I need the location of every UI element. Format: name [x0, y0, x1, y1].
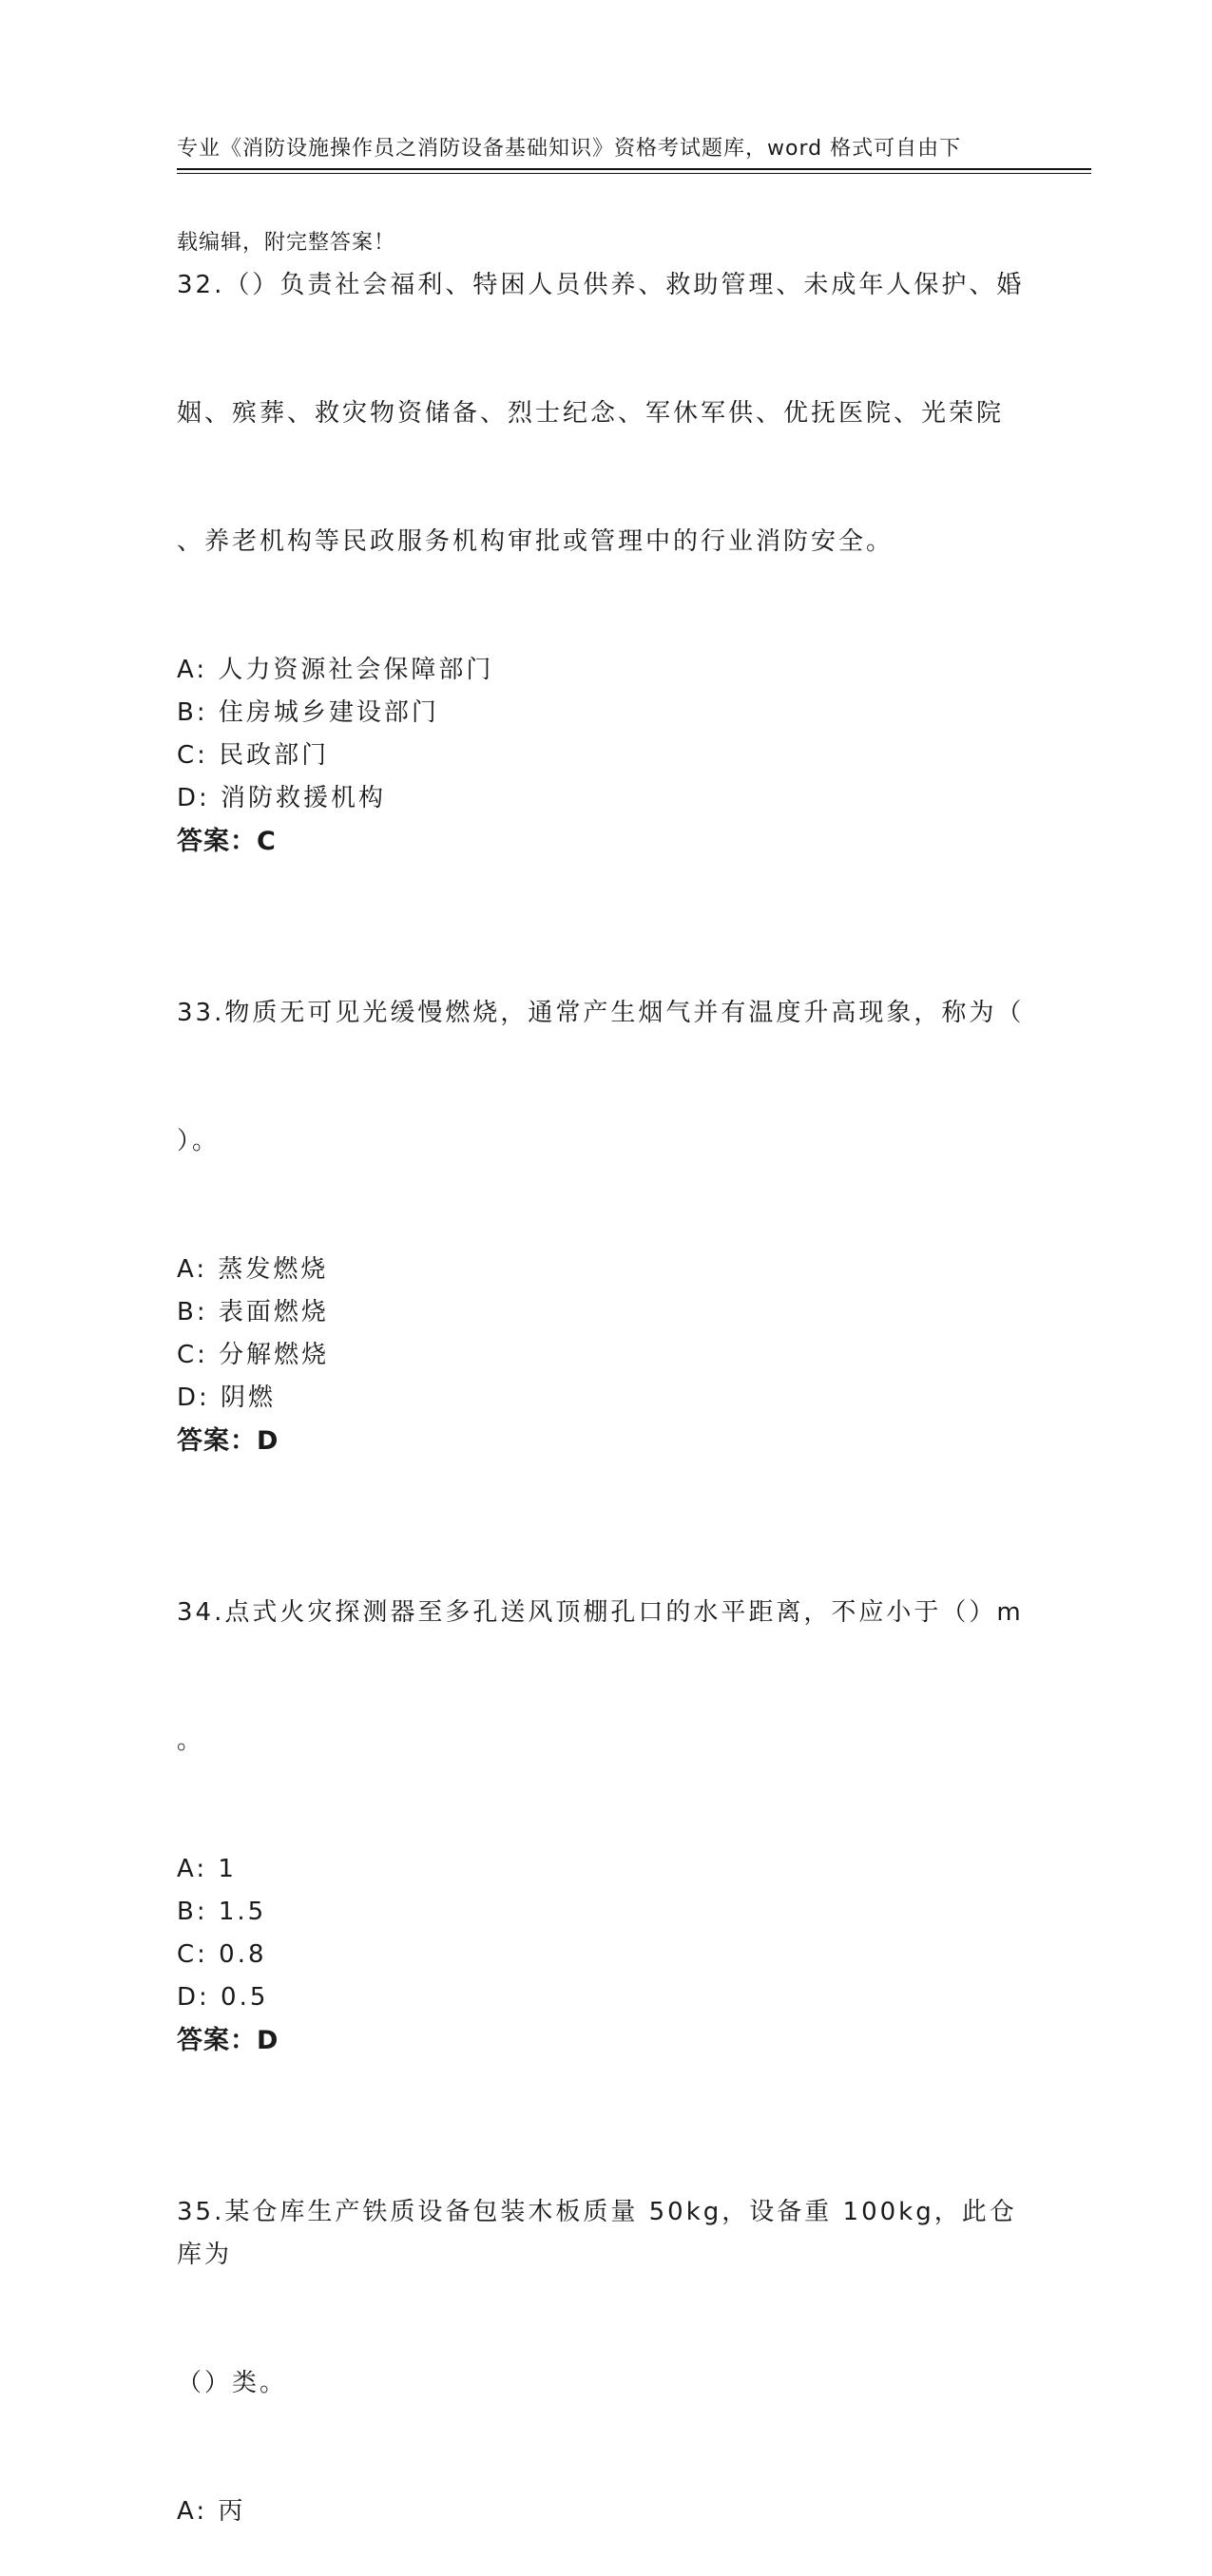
- stem-line: 姻、殡葬、救灾物资储备、烈士纪念、军休军供、优抚医院、光荣院: [177, 399, 1005, 428]
- option-c: C: 0.8: [177, 1940, 267, 1969]
- option-a: A: 丙: [177, 2497, 246, 2526]
- header-line-2: 载编辑，附完整答案！: [177, 231, 396, 255]
- stem-line: 35.某仓库生产铁质设备包装木板质量 50kg，设备重 100kg，此仓库为: [177, 2198, 1017, 2269]
- question-stem: [177, 1506, 1032, 1848]
- option-b: B: 表面燃烧: [177, 1298, 329, 1326]
- answer-line: 答案：D: [177, 2026, 279, 2055]
- question-35: [177, 2106, 1032, 2533]
- answer-line: 答案：D: [177, 1426, 279, 1456]
- option-a: A: 1: [177, 1855, 237, 1883]
- option-a: A: 蒸发燃烧: [177, 1255, 329, 1284]
- question-stem: [177, 906, 1032, 1249]
- option-d: D: 阴燃: [177, 1383, 277, 1412]
- question-32: [177, 179, 1032, 864]
- question-33: [177, 906, 1032, 1463]
- header-divider-thick: [177, 168, 1091, 170]
- question-stem: [177, 2106, 1032, 2490]
- stem-line: 33.物质无可见光缓慢燃烧，通常产生烟气并有温度升高现象，称为（: [177, 999, 1025, 1027]
- option-b: B: 1.5: [177, 1898, 267, 1926]
- stem-line: 32.（）负责社会福利、特困人员供养、救助管理、未成年人保护、婚: [177, 271, 1025, 299]
- stem-line: 34.点式火灾探测器至多孔送风顶棚孔口的水平距离，不应小于（）m: [177, 1598, 1024, 1627]
- question-34: [177, 1506, 1032, 2063]
- stem-line: ）。: [177, 1127, 221, 1155]
- stem-line: 。: [177, 1727, 205, 1755]
- option-d: D: 0.5: [177, 1983, 269, 2012]
- option-c: C: 分解燃烧: [177, 1341, 330, 1369]
- header-divider-thin: [177, 173, 1091, 174]
- answer-line: 答案：C: [177, 827, 277, 856]
- stem-line: （）类。: [177, 2369, 288, 2397]
- option-d: D: 消防救援机构: [177, 784, 387, 812]
- option-a: A: 人力资源社会保障部门: [177, 656, 494, 684]
- question-stem: [177, 179, 1032, 649]
- option-c: C: 民政部门: [177, 741, 330, 770]
- stem-line: 、养老机构等民政服务机构审批或管理中的行业消防安全。: [177, 527, 895, 556]
- option-b: B: 住房城乡建设部门: [177, 698, 439, 727]
- question-list: [177, 179, 1032, 2576]
- header-line-1: 专业《消防设施操作员之消防设备基础知识》资格考试题库，word 格式可自由下: [177, 137, 962, 161]
